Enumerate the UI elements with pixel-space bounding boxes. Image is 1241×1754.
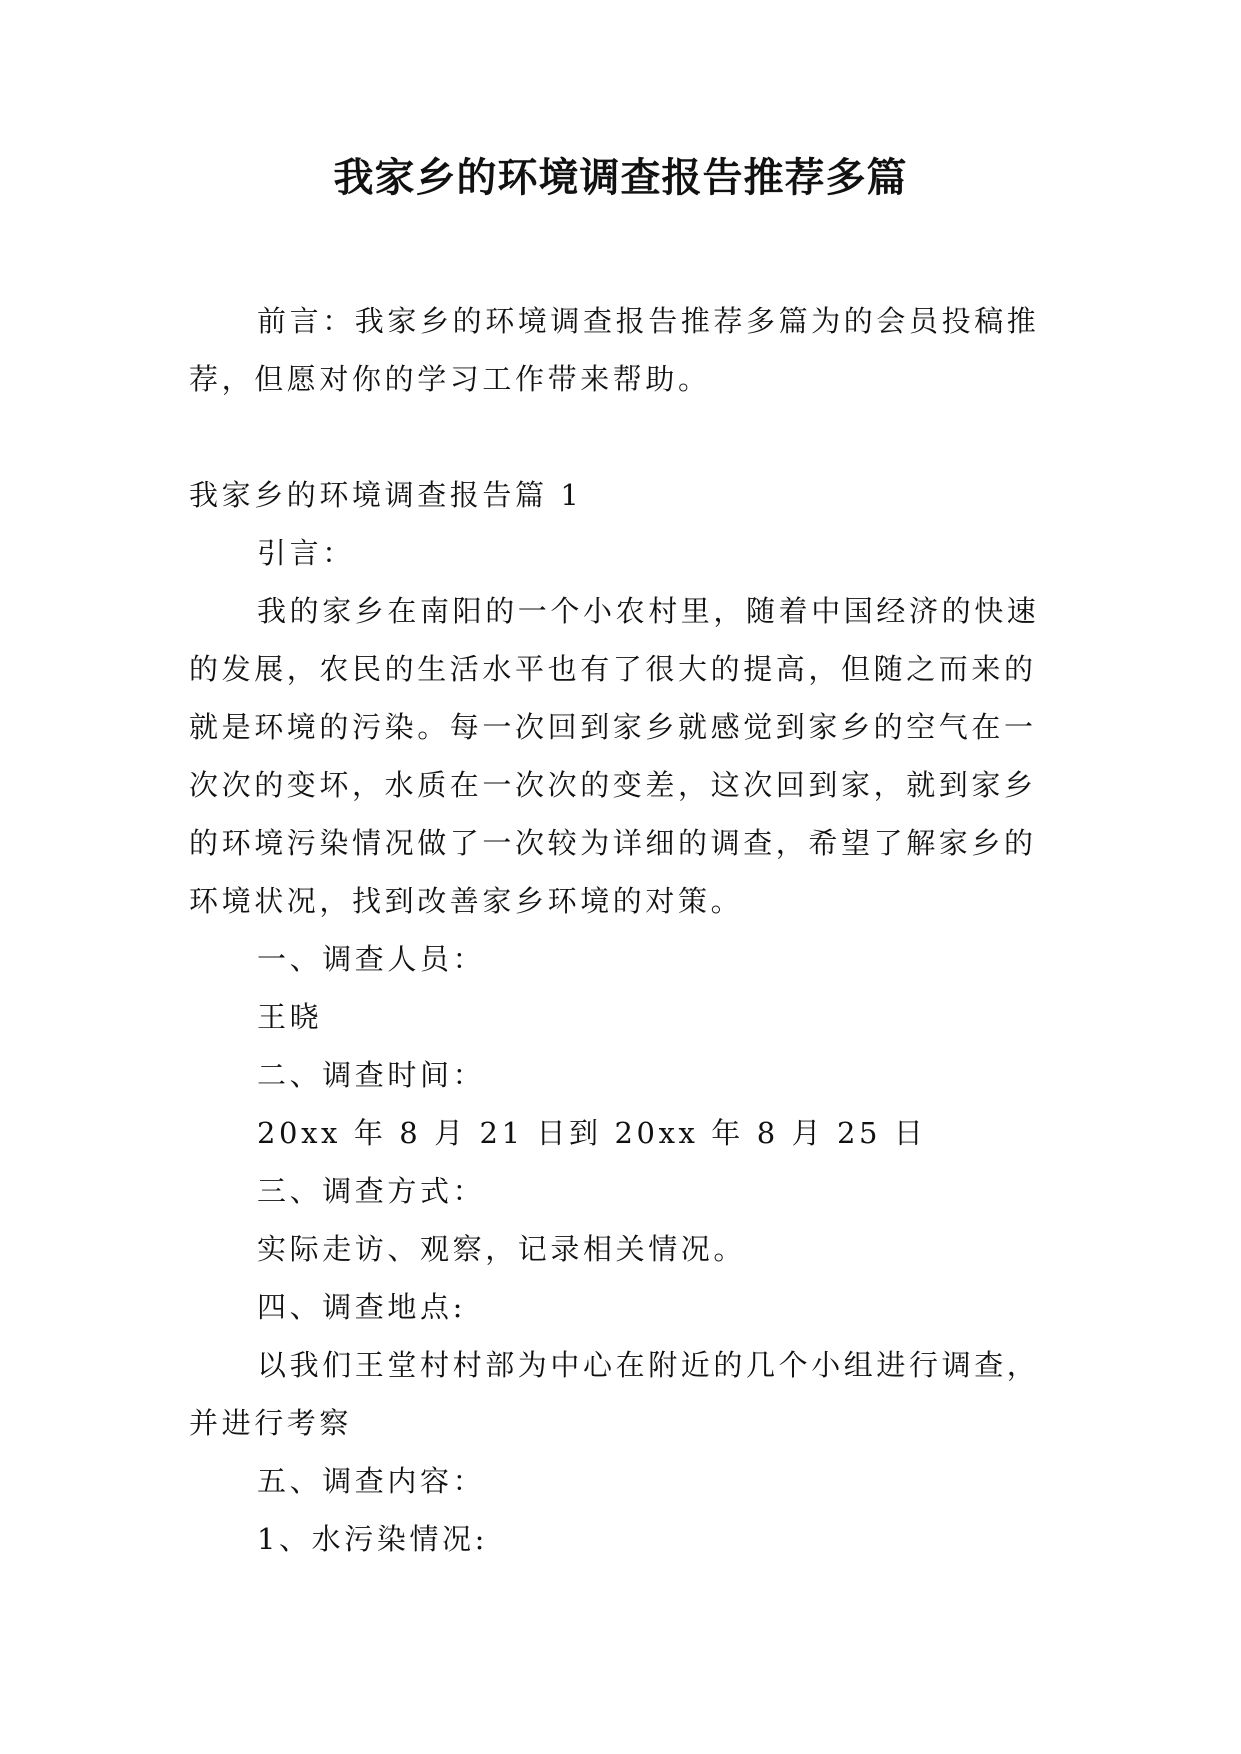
item-content-location: 以我们王堂村村部为中心在附近的几个小组进行调查，并进行考察 <box>189 1348 1040 1440</box>
preface-paragraph: 前言：我家乡的环境调查报告推荐多篇为的会员投稿推荐，但愿对你的学习工作带来帮助。 <box>189 304 1040 396</box>
item-heading-location: 四、调查地点: <box>257 1290 466 1324</box>
item-heading-content: 五、调查内容： <box>257 1464 486 1498</box>
document-title: 我家乡的环境调查报告推荐多篇 <box>333 154 908 201</box>
section-heading: 我家乡的环境调查报告篇 1 <box>189 478 583 512</box>
item-heading-personnel: 一、调查人员： <box>257 942 486 976</box>
intro-paragraph: 我的家乡在南阳的一个小农村里，随着中国经济的快速的发展，农民的生活水平也有了很大的提高，但随之而来的就是环境的污染。每一次回到家乡就感觉到家乡的空气在一次次的变坏，水质在一次次的变差，这次回到家，就到家乡的环境污染情况做了一次较为详细的调查，希望了解家乡的环境状况，找到改善家乡环境的对策。 <box>189 594 1040 918</box>
item-content-water: 1、水污染情况: <box>257 1522 489 1556</box>
item-content-time: 20xx 年 8 月 21 日到 20xx 年 8 月 25 日 <box>257 1116 927 1150</box>
item-heading-method: 三、调查方式： <box>257 1174 486 1208</box>
item-content-method: 实际走访、观察，记录相关情况。 <box>257 1232 747 1266</box>
item-content-personnel: 王晓 <box>257 1000 323 1034</box>
document-body <box>189 292 1061 1568</box>
item-heading-time: 二、调查时间： <box>257 1058 486 1092</box>
intro-label: 引言： <box>257 536 355 570</box>
